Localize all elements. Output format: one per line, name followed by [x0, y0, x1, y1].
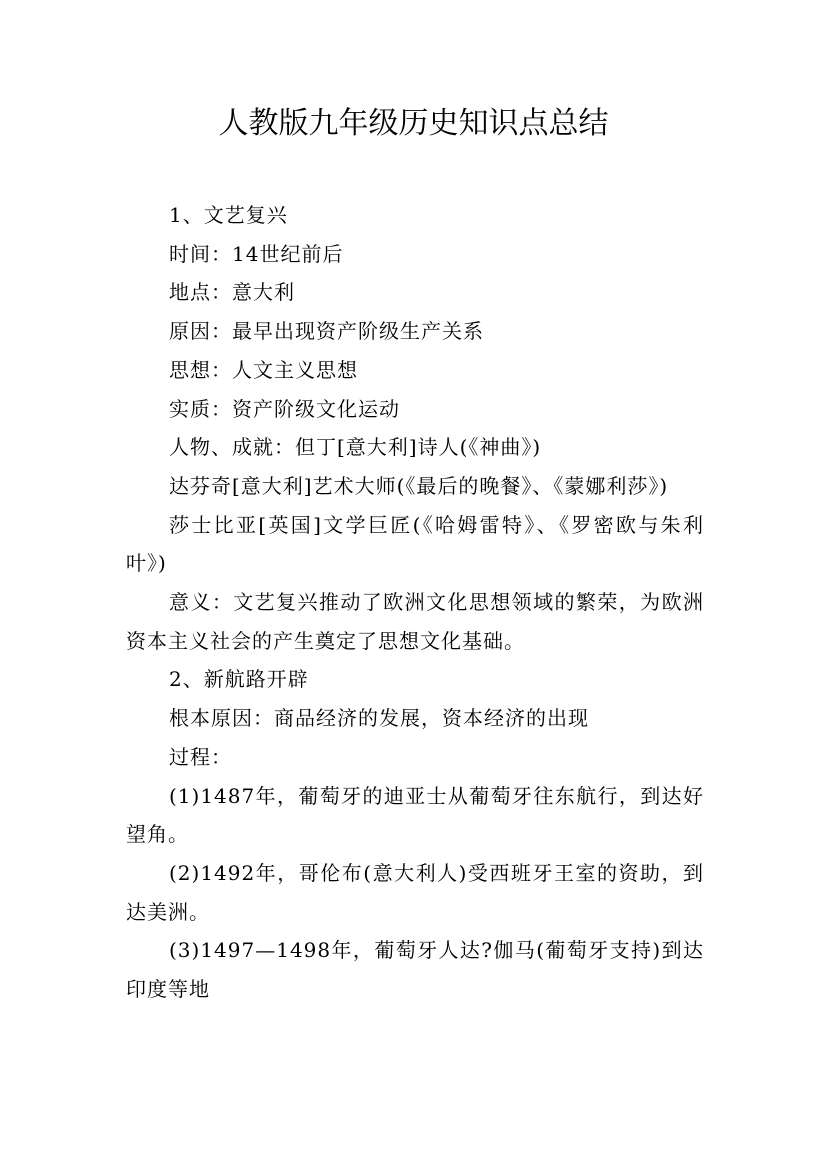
paragraph-process-2: (2)1492年，哥伦布(意大利人)受西班牙王室的资助，到达美洲。	[126, 860, 704, 924]
paragraph-root-cause: 根本原因：商品经济的发展，资本经济的出现	[169, 706, 589, 731]
paragraph-essence: 实质：资产阶级文化运动	[169, 396, 400, 421]
paragraph-figures-davinci: 达芬奇[意大利]艺术大师(《最后的晚餐》、《蒙娜利莎》)	[169, 473, 669, 498]
document-title: 人教版九年级历史知识点总结	[218, 106, 609, 141]
paragraph-thought: 思想：人文主义思想	[169, 357, 358, 382]
paragraph-significance: 意义：文艺复兴推动了欧洲文化思想领域的繁荣，为欧洲资本主义社会的产生奠定了思想文化基础。	[126, 590, 704, 653]
paragraph-cause: 原因：最早出现资产阶级生产关系	[169, 319, 484, 344]
paragraph-place: 地点：意大利	[169, 280, 295, 305]
paragraph-process-1: (1)1487年，葡萄牙的迪亚士从葡萄牙往东航行，到达好望角。	[126, 783, 704, 847]
paragraph-renaissance-heading: 1、文艺复兴	[169, 203, 288, 227]
paragraph-process-3: (3)1497—1498年，葡萄牙人达?伽马(葡萄牙支持)到达印度等地	[126, 938, 704, 1002]
paragraph-figures-dante: 人物、成就：但丁[意大利]诗人(《神曲》)	[169, 435, 542, 460]
paragraph-new-routes-heading: 2、新航路开辟	[169, 667, 309, 692]
document-body	[126, 196, 704, 1009]
paragraph-figures-shakespeare: 莎士比亚[英国]文学巨匠(《哈姆雷特》、《罗密欧与朱利叶》)	[126, 512, 704, 576]
paragraph-process: 过程：	[169, 744, 232, 769]
paragraph-time: 时间：14世纪前后	[169, 241, 344, 266]
